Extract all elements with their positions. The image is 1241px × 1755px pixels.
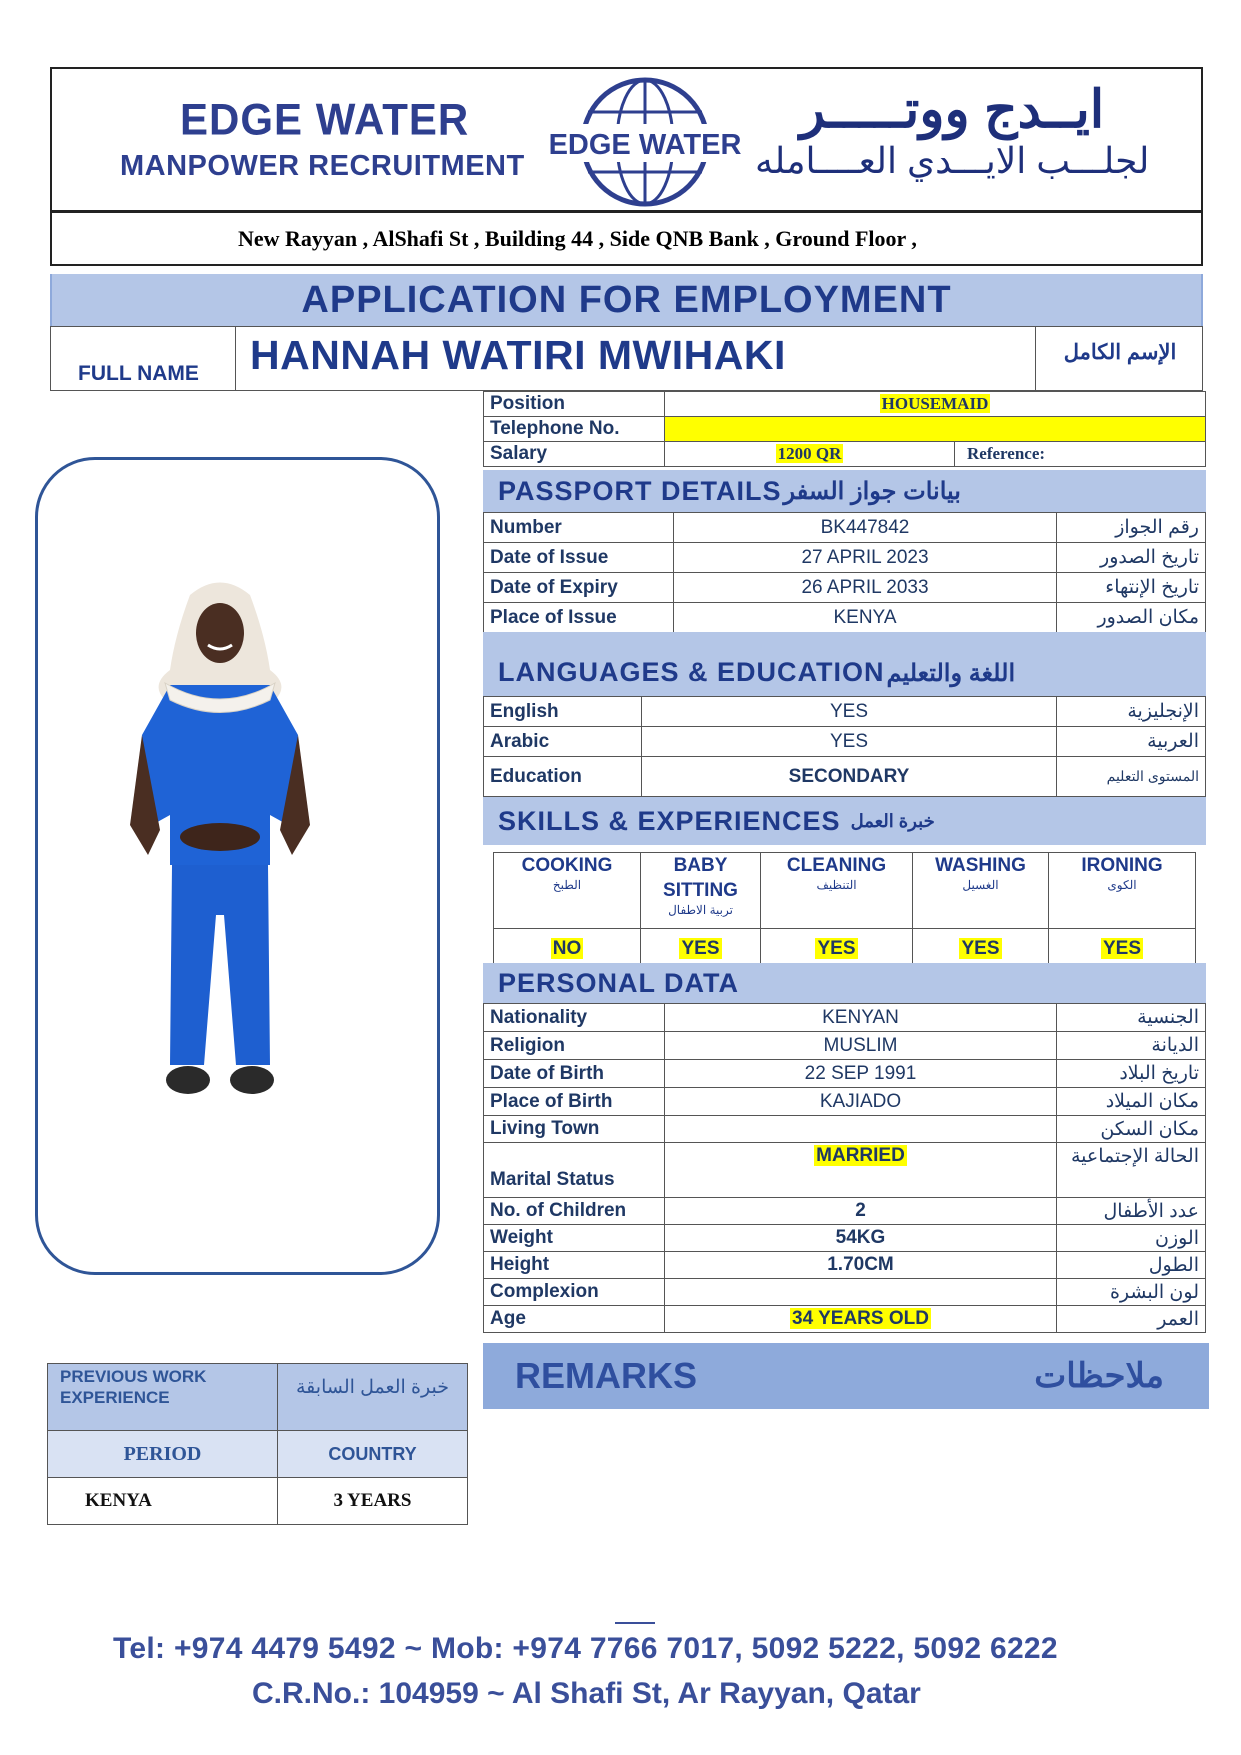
skill-name-ar: تربية الاطفال: [668, 903, 733, 917]
skill-name: WASHING: [935, 855, 1026, 876]
previous-work-country: KENYA: [48, 1478, 278, 1525]
passport-label-ar: تاريخ الإنتهاء: [1057, 573, 1206, 603]
education-value: SECONDARY: [642, 757, 1057, 797]
personal-title: PERSONAL DATA: [498, 967, 740, 998]
skill-name-ar: الغسيل: [962, 878, 999, 892]
reference-label: Reference:: [967, 444, 1046, 463]
previous-work-col-country: COUNTRY: [278, 1431, 468, 1478]
personal-label: Date of Birth: [484, 1060, 665, 1088]
logo-subtitle-ar: لجلـــب الايـــدي العــــامله: [755, 140, 1150, 181]
personal-label: Place of Birth: [484, 1088, 665, 1116]
passport-label: Number: [484, 513, 674, 543]
personal-label-ar: تاريخ البلاد: [1057, 1060, 1206, 1088]
remarks-band: [483, 1343, 1209, 1409]
age-cell: [665, 1306, 1057, 1333]
skill-value: YES: [961, 937, 1000, 959]
applicant-photo: [120, 575, 320, 1125]
skill-name: CLEANING: [786, 855, 887, 876]
skill-value: YES: [817, 937, 856, 959]
personal-value: [665, 1279, 1057, 1306]
remarks-label: REMARKS: [515, 1355, 698, 1396]
passport-label: Place of Issue: [484, 603, 674, 633]
skill-baby-sitting: [641, 853, 761, 929]
footer-address: C.R.No.: 104959 ~ Al Shafi St, Ar Rayyan, Qatar: [252, 1677, 921, 1710]
skill-name-ar: الطبخ: [552, 878, 582, 892]
personal-label-ar: عدد الأطفال: [1057, 1198, 1206, 1225]
personal-label: No. of Children: [484, 1198, 665, 1225]
position-cell: [665, 392, 1206, 417]
skills-section-header: [483, 797, 1206, 845]
languages-title-ar: اللغة والتعليم: [886, 660, 1016, 687]
languages-table: [483, 696, 1206, 797]
language-label: Arabic: [484, 727, 642, 757]
salary-cell: [665, 442, 955, 467]
languages-section-header: [483, 632, 1206, 696]
passport-value: 27 APRIL 2023: [674, 543, 1057, 573]
skills-title: SKILLS & EXPERIENCES: [498, 805, 841, 836]
previous-work-title-ar: خبرة العمل السابقة: [296, 1377, 449, 1398]
skill-name-ar: التنظيف: [816, 878, 857, 892]
personal-label-ar: مكان الميلاد: [1057, 1088, 1206, 1116]
personal-label: Living Town: [484, 1116, 665, 1143]
personal-label: Height: [484, 1252, 665, 1279]
passport-label: Date of Expiry: [484, 573, 674, 603]
logo-name-en: EDGE WATER: [180, 94, 470, 145]
address-text: New Rayyan , AlShafi St , Building 44 , Side QNB Bank , Ground Floor ,: [238, 225, 917, 251]
passport-title-ar: بيانات جواز السفر: [783, 477, 961, 505]
personal-value: 22 SEP 1991: [665, 1060, 1057, 1088]
passport-label-ar: مكان الصدور: [1057, 603, 1206, 633]
position-value: HOUSEMAID: [881, 394, 989, 413]
personal-label-ar: العمر: [1057, 1306, 1206, 1333]
personal-label-ar: مكان السكن: [1057, 1116, 1206, 1143]
language-label-ar: العربية: [1057, 727, 1206, 757]
personal-value: 2: [665, 1198, 1057, 1225]
personal-label: Marital Status: [484, 1143, 665, 1198]
personal-label-ar: الديانة: [1057, 1032, 1206, 1060]
language-value: YES: [642, 727, 1057, 757]
language-value: YES: [642, 697, 1057, 727]
language-label-ar: الإنجليزية: [1057, 697, 1206, 727]
previous-work-title-ar-cell: [278, 1364, 468, 1431]
passport-label: Date of Issue: [484, 543, 674, 573]
divider: [235, 326, 236, 391]
telephone-label: Telephone No.: [484, 417, 665, 442]
personal-section-header: [483, 963, 1206, 1003]
address-bar: [50, 212, 1203, 266]
logo-name-ar: ايــدج ووتـــــر: [800, 81, 1105, 139]
remarks-label-ar: ملاحظات: [1034, 1357, 1164, 1395]
personal-table: [483, 1003, 1206, 1333]
personal-value: 54KG: [665, 1225, 1057, 1252]
full-name-label-ar: الإسم الكامل: [1063, 341, 1177, 364]
passport-section-header: [483, 470, 1206, 512]
position-label: Position: [484, 392, 665, 417]
education-label-ar: المستوى التعليم: [1057, 757, 1206, 797]
personal-value: [665, 1116, 1057, 1143]
passport-value: 26 APRIL 2033: [674, 573, 1057, 603]
previous-work-title-cell: [48, 1364, 278, 1431]
passport-label-ar: رقم الجواز: [1057, 513, 1206, 543]
personal-label-ar: الوزن: [1057, 1225, 1206, 1252]
languages-title: LANGUAGES & EDUCATION: [498, 657, 885, 687]
skill-cooking: [494, 853, 641, 929]
personal-value: KENYAN: [665, 1004, 1057, 1032]
skill-value: YES: [1102, 937, 1142, 959]
previous-work-period: 3 YEARS: [278, 1478, 468, 1525]
previous-work-col-period: PERIOD: [48, 1431, 278, 1478]
personal-label: Weight: [484, 1225, 665, 1252]
job-table: [483, 391, 1206, 467]
previous-work-table: [47, 1363, 468, 1525]
skill-name: BABY SITTING: [663, 855, 738, 901]
footer-contact: Tel: +974 4479 5492 ~ Mob: +974 7766 7017, 5092 5222, 5092 6222: [113, 1632, 1058, 1665]
page-title: APPLICATION FOR EMPLOYMENT: [301, 278, 952, 321]
skill-name-ar: الكوى: [1107, 878, 1137, 892]
skill-value: NO: [552, 937, 582, 959]
skill-name: COOKING: [521, 855, 613, 876]
personal-label-ar: الطول: [1057, 1252, 1206, 1279]
passport-label-ar: تاريخ الصدور: [1057, 543, 1206, 573]
logo-subtitle-en: MANPOWER RECRUITMENT: [120, 150, 525, 182]
skills-table: [493, 852, 1196, 969]
divider: [1035, 326, 1036, 391]
education-label: Education: [484, 757, 642, 797]
marital-cell: [665, 1143, 1057, 1198]
skill-value: YES: [681, 937, 720, 959]
personal-label: Complexion: [484, 1279, 665, 1306]
skill-ironing: [1049, 853, 1196, 929]
personal-value: 34 YEARS OLD: [792, 1308, 929, 1329]
full-name-label: FULL NAME: [78, 362, 199, 385]
salary-value: 1200 QR: [777, 444, 842, 463]
skills-title-ar: خبرة العمل: [850, 810, 935, 831]
passport-value: BK447842: [674, 513, 1057, 543]
skill-name: IRONING: [1081, 855, 1163, 876]
personal-value: MARRIED: [816, 1145, 905, 1166]
telephone-value: [665, 417, 1206, 442]
globe-logo-icon: [548, 74, 743, 210]
personal-label-ar: الجنسية: [1057, 1004, 1206, 1032]
skill-cleaning: [761, 853, 913, 929]
previous-work-title: PREVIOUS WORK EXPERIENCE: [60, 1367, 207, 1407]
passport-table: [483, 512, 1206, 633]
salary-label: Salary: [484, 442, 665, 467]
logo-center-text: EDGE WATER: [548, 129, 742, 161]
personal-value: KAJIADO: [665, 1088, 1057, 1116]
skill-washing: [913, 853, 1049, 929]
reference-cell: [955, 442, 1206, 467]
language-label: English: [484, 697, 642, 727]
personal-label: Religion: [484, 1032, 665, 1060]
personal-label: Nationality: [484, 1004, 665, 1032]
footer-divider: [615, 1622, 655, 1624]
full-name-value: HANNAH WATIRI MWIHAKI: [250, 332, 786, 378]
passport-title: PASSPORT DETAILS: [498, 475, 782, 506]
personal-label-ar: لون البشرة: [1057, 1279, 1206, 1306]
page-title-band: [50, 274, 1203, 326]
personal-value: 1.70CM: [665, 1252, 1057, 1279]
personal-value: MUSLIM: [665, 1032, 1057, 1060]
personal-label-ar: الحالة الإجتماعية: [1057, 1143, 1206, 1198]
personal-label: Age: [484, 1306, 665, 1333]
passport-value: KENYA: [674, 603, 1057, 633]
